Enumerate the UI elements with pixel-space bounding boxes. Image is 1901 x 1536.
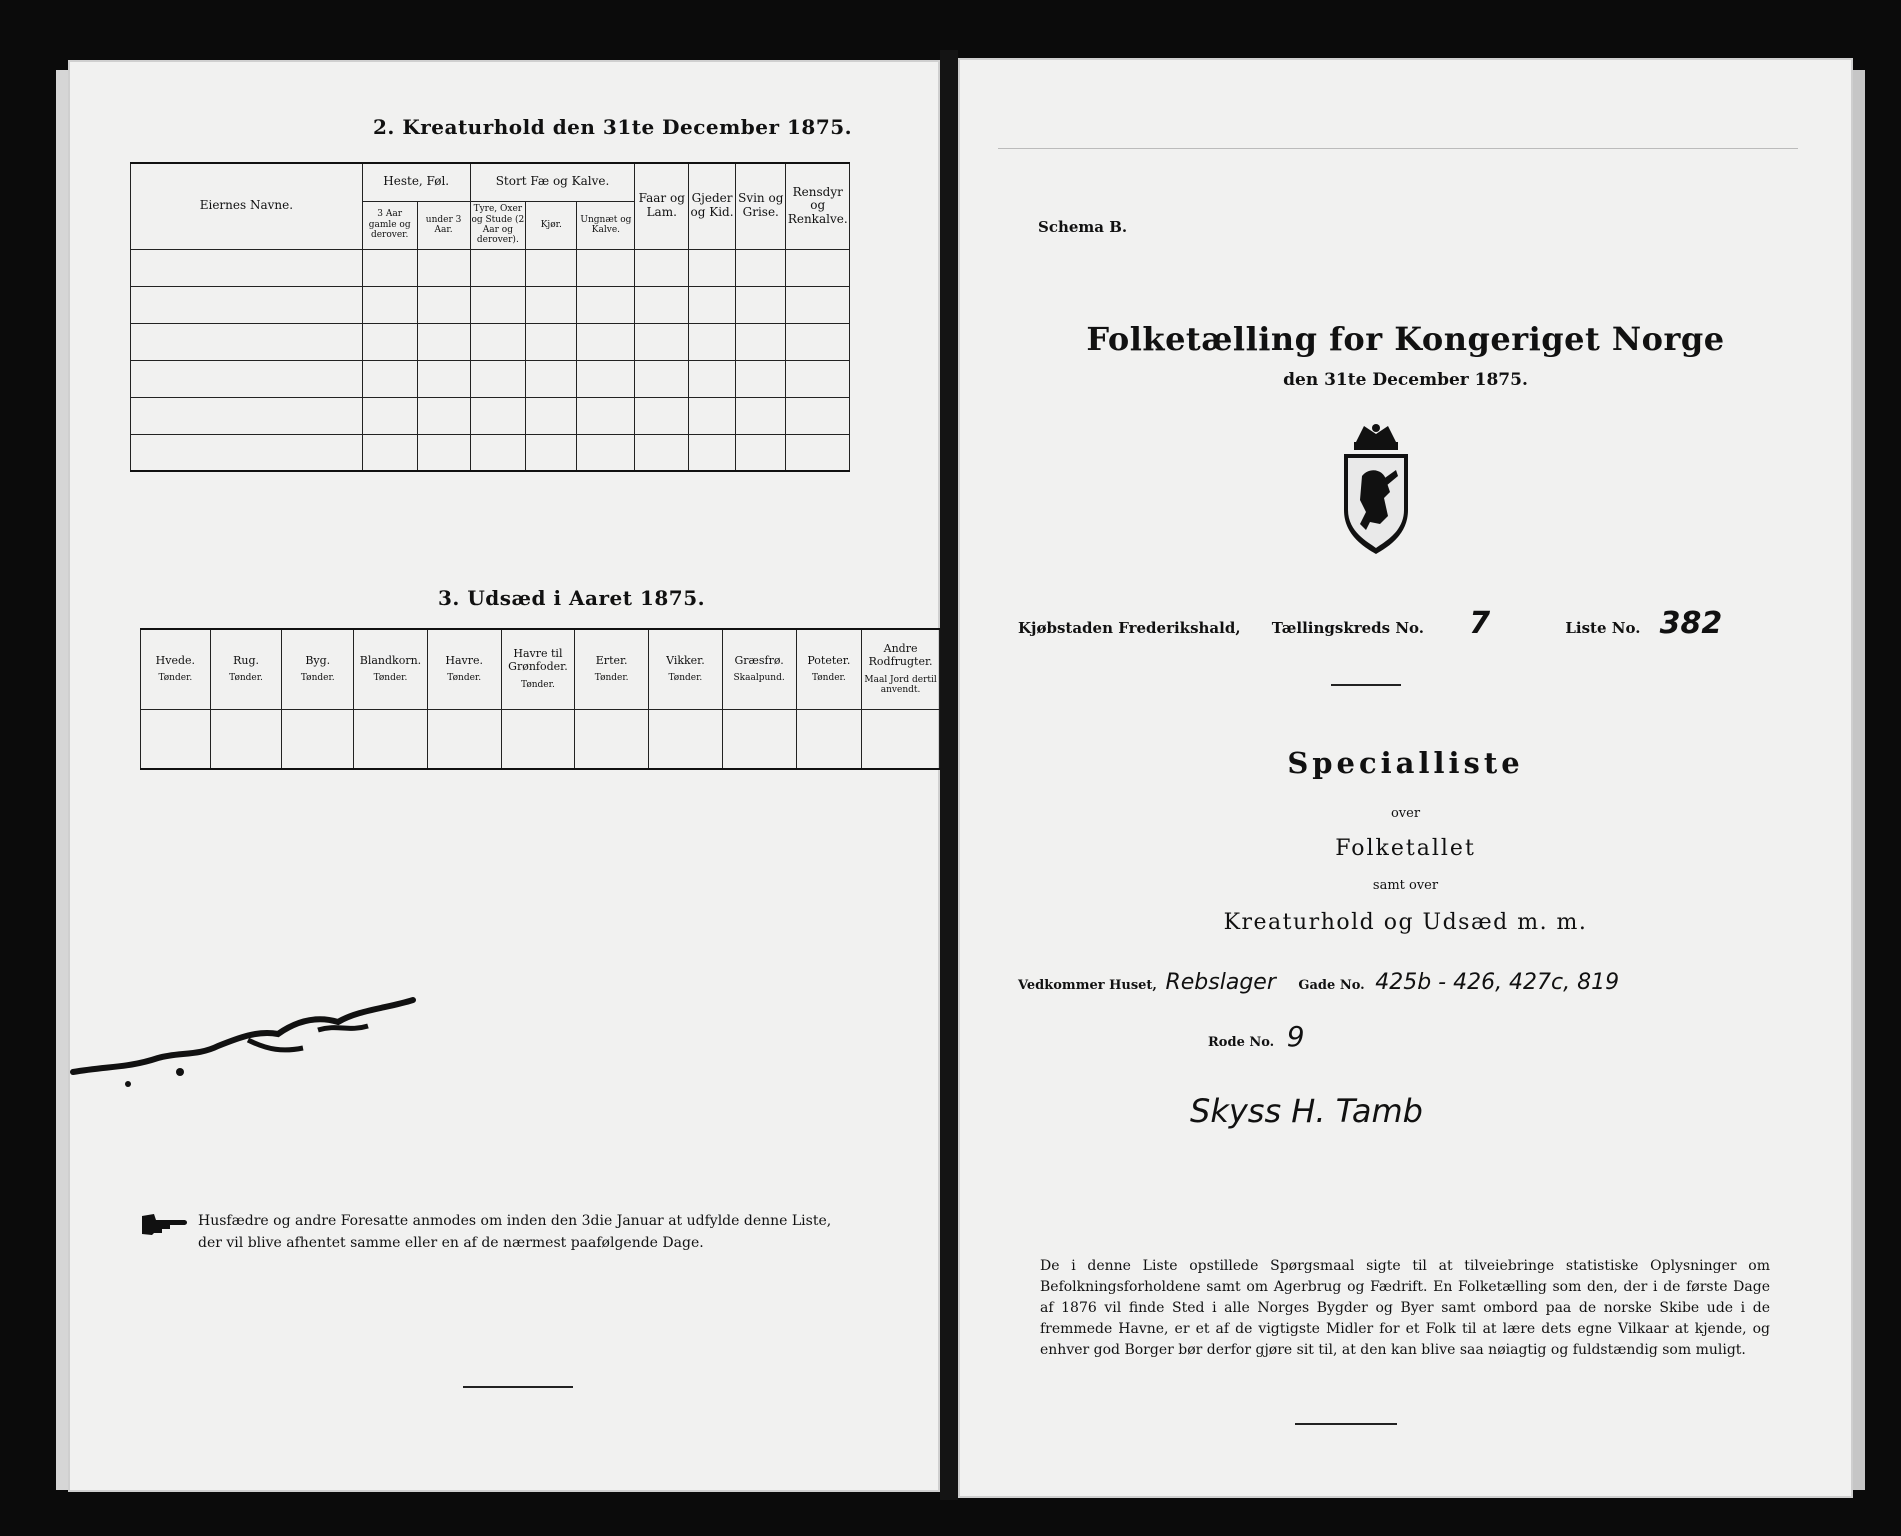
instruction-notice: Husfædre og andre Foresatte anmodes om inden den 3die Januar at udfylde denne Liste, der vil blive afhentet samme eller en af de nærmest paafølgende Dage.	[198, 1213, 832, 1251]
rode-line	[1208, 1020, 1305, 1053]
seed-cell	[722, 709, 796, 769]
over-text: over	[1390, 806, 1421, 821]
footer-rule	[463, 1386, 573, 1388]
section2-title: 2. Kreaturhold den 31te December 1875.	[373, 115, 853, 139]
seed-cell	[649, 709, 723, 769]
seed-col-name: Havre.	[445, 653, 484, 667]
ink-scribble	[68, 960, 468, 1090]
seed-col-name: Græsfrø.	[734, 653, 784, 667]
signature: Skyss H. Tamb	[1190, 1092, 1423, 1130]
seed-col-name: Rug.	[233, 653, 259, 667]
seed-cell	[141, 709, 211, 769]
house-label: Vedkommer Huset,	[1018, 978, 1157, 993]
seed-col-header	[141, 629, 211, 709]
seed-col-unit: Tønder.	[300, 673, 335, 684]
list-label: Liste No.	[1565, 619, 1641, 637]
seed-col-unit: Maal Jord dertil anvendt.	[864, 674, 937, 695]
cattle-header: Stort Fæ og Kalve.	[470, 163, 635, 201]
horses-header: Heste, Føl.	[362, 163, 470, 201]
seed-col-name: Byg.	[305, 653, 331, 667]
table-row	[131, 360, 850, 397]
horses-old-header: 3 Aar gamle og derover.	[362, 201, 417, 249]
seed-col-header	[501, 629, 575, 709]
seed-cell	[210, 709, 282, 769]
seed-col-header	[210, 629, 282, 709]
seed-col-header	[354, 629, 428, 709]
seed-col-unit: Tønder.	[811, 673, 846, 684]
seed-col-unit: Tønder.	[594, 673, 629, 684]
section3-title: 3. Udsæd i Aaret 1875.	[438, 586, 706, 610]
seed-col-header	[862, 629, 940, 709]
seed-col-unit: Tønder.	[668, 673, 703, 684]
seed-col-name: Hvede.	[155, 653, 196, 667]
seed-col-unit: Tønder.	[373, 673, 408, 684]
seed-col-name: Erter.	[595, 653, 628, 667]
folketallet-text: Folketallet	[1335, 836, 1476, 861]
seed-col-name: Andre Rodfrugter.	[868, 642, 933, 668]
seed-col-header	[649, 629, 723, 709]
goats-header: Gjeder og Kid.	[689, 163, 736, 249]
left-page	[68, 60, 940, 1492]
main-title: Folketælling for Kongeriget Norge	[1086, 320, 1725, 358]
seed-col-header	[796, 629, 862, 709]
schema-label: Schema B.	[1038, 218, 1128, 236]
sheep-header: Faar og Lam.	[635, 163, 689, 249]
seed-col-unit: Tønder.	[229, 673, 263, 684]
livestock-table	[130, 162, 850, 472]
divider-1	[1331, 684, 1401, 686]
reindeer-header: Rensdyr og Renkalve.	[786, 163, 850, 249]
table-row	[131, 249, 850, 286]
gade-value: 425b - 426, 427c, 819	[1375, 970, 1620, 995]
seed-col-unit: Tønder.	[158, 673, 193, 684]
owner-name-header: Eiernes Navne.	[131, 163, 363, 249]
district-label: Tællingskreds No.	[1271, 619, 1425, 637]
table-row	[141, 709, 940, 769]
book-spine	[940, 50, 958, 1500]
seed-col-header	[282, 629, 354, 709]
pointing-hand-icon	[140, 1210, 190, 1238]
seed-col-header	[575, 629, 649, 709]
table-row	[131, 397, 850, 434]
seed-cell	[796, 709, 862, 769]
seed-cell	[282, 709, 354, 769]
samt-over-text: samt over	[1372, 878, 1439, 893]
seed-table	[140, 628, 940, 770]
divider-2	[1295, 1423, 1397, 1425]
coat-of-arms-icon	[1326, 420, 1426, 560]
seed-col-unit: Tønder.	[447, 673, 482, 684]
city-label: Kjøbstaden Frederikshald,	[1018, 619, 1241, 637]
seed-col-name: Poteter.	[807, 653, 851, 667]
seed-col-unit: Skaalpund.	[733, 673, 785, 684]
seed-col-name: Blandkorn.	[359, 653, 422, 667]
location-line	[1018, 606, 1838, 641]
horses-young-header: under 3 Aar.	[417, 201, 470, 249]
gade-label: Gade No.	[1298, 978, 1365, 993]
rode-value: 9	[1286, 1020, 1305, 1053]
list-value: 382	[1659, 606, 1723, 641]
seed-cell	[501, 709, 575, 769]
pigs-header: Svin og Grise.	[736, 163, 786, 249]
district-value: 7	[1469, 606, 1491, 641]
table-row	[131, 434, 850, 471]
house-name-value: Rebslager	[1165, 970, 1276, 995]
table-row	[131, 323, 850, 360]
seed-col-name: Havre til Grønfoder.	[508, 647, 568, 674]
seed-cell	[427, 709, 501, 769]
seed-cell	[862, 709, 940, 769]
young-cattle-header: Ungnæt og Kalve.	[577, 201, 635, 249]
rode-label: Rode No.	[1208, 1035, 1275, 1050]
seed-col-header	[427, 629, 501, 709]
date-line: den 31te December 1875.	[1283, 370, 1528, 390]
special-title: Specialliste	[1287, 746, 1524, 780]
seed-col-unit: Tønder.	[521, 679, 555, 690]
table-row	[131, 286, 850, 323]
bulls-header: Tyre, Oxer og Stude (2 Aar og derover).	[470, 201, 526, 249]
subtitle-text: Kreaturhold og Udsæd m. m.	[1223, 910, 1588, 935]
house-line	[1018, 970, 1838, 995]
seed-cell	[575, 709, 649, 769]
seed-cell	[354, 709, 428, 769]
cows-header: Kjør.	[526, 201, 577, 249]
seed-col-header	[722, 629, 796, 709]
explanatory-paragraph: De i denne Liste opstillede Spørgsmaal sigte til at tilveiebringe statistiske Oplysninger om Befolkningsforholdene samt om Agerbrug og Fædrift. En Folketælling som den, der i de første Dage af 1876 vil finde Sted i alle Norges Bygder og Byer samt ombord paa de norske Skibe ude i de fremmede Havne, er et af de vigtigste Midler for et Folk til at lære dets egne Vilkaar at kjende, og enhver god Borger bør derfor gjøre sit til, at den kan blive saa nøiagtig og fuldstændig som muligt.	[1040, 1258, 1770, 1358]
right-page	[958, 58, 1853, 1498]
seed-col-name: Vikker.	[666, 653, 705, 667]
